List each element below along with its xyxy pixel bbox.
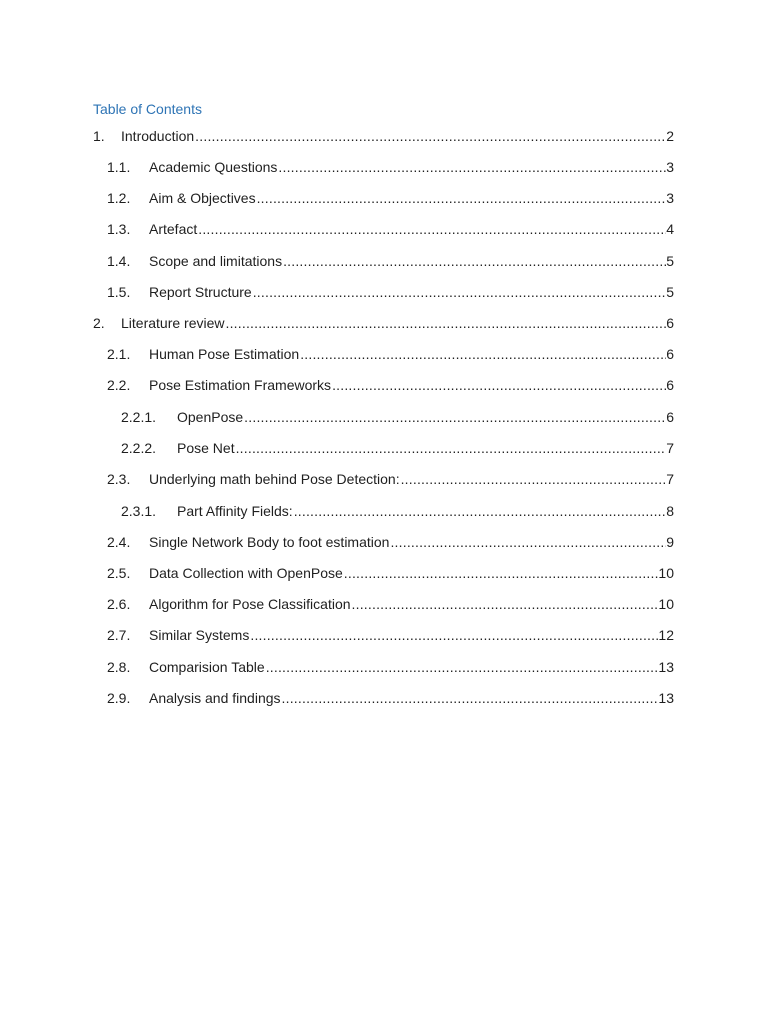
- toc-entry-label: Pose Net: [177, 440, 235, 456]
- toc-entry-label: OpenPose: [177, 409, 244, 425]
- toc-entry-number: 2.5.: [107, 565, 131, 581]
- toc-entry-number: 1.: [93, 128, 105, 144]
- toc-entry[interactable]: [121, 502, 674, 520]
- toc-entry-page: 6: [666, 377, 674, 393]
- toc-entry-number: 2.7.: [107, 627, 131, 643]
- toc-entry-label: Data Collection with OpenPose: [149, 565, 343, 581]
- toc-entry-number: 1.3.: [107, 221, 131, 237]
- toc-entry-label: Pose Estimation Frameworks: [149, 377, 332, 393]
- toc-entry-page: 5: [666, 284, 674, 300]
- toc-entry[interactable]: [107, 595, 674, 613]
- toc-entry[interactable]: [107, 689, 674, 707]
- toc-entry-page: 6: [666, 346, 674, 362]
- toc-leader-dots: [244, 408, 666, 426]
- toc-entry[interactable]: [107, 283, 674, 301]
- toc-entry[interactable]: [107, 533, 674, 551]
- toc-entry[interactable]: [107, 189, 674, 207]
- toc-entry-label: Scope and limitations: [149, 253, 283, 269]
- toc-entry-number: 1.2.: [107, 190, 131, 206]
- toc-entry-label: Introduction: [121, 128, 195, 144]
- toc-entry-number: 2.: [93, 315, 105, 331]
- toc-entry-label: Part Affinity Fields:: [177, 503, 293, 519]
- toc-entry-page: 12: [658, 627, 674, 643]
- toc-entry-label: Similar Systems: [149, 627, 250, 643]
- toc-entry-label: Algorithm for Pose Classification: [149, 596, 351, 612]
- toc-leader-dots: [352, 595, 659, 613]
- toc-entry-number: 2.4.: [107, 534, 131, 550]
- toc-entry-number: 2.3.1.: [121, 503, 157, 519]
- toc-leader-dots: [266, 658, 659, 676]
- toc-entry-label: Comparision Table: [149, 659, 265, 675]
- toc-entry[interactable]: [107, 345, 674, 363]
- toc-leader-dots: [253, 283, 666, 301]
- toc-entry-label: Aim & Objectives: [149, 190, 256, 206]
- toc-leader-dots: [257, 189, 667, 207]
- toc-entry-page: 13: [658, 690, 674, 706]
- toc-entry-page: 7: [666, 471, 674, 487]
- toc-entry[interactable]: [93, 314, 674, 332]
- toc-leader-dots: [344, 564, 659, 582]
- toc-entry-number: 2.2.1.: [121, 409, 157, 425]
- toc-entry[interactable]: [107, 252, 674, 270]
- toc-entry-number: 2.2.2.: [121, 440, 157, 456]
- toc-leader-dots: [195, 127, 666, 145]
- toc-entry-number: 2.1.: [107, 346, 131, 362]
- toc-leader-dots: [283, 252, 666, 270]
- toc-leader-dots: [198, 220, 666, 238]
- toc-entry-label: Underlying math behind Pose Detection:: [149, 471, 400, 487]
- toc-entry-number: 1.4.: [107, 253, 131, 269]
- toc-entry[interactable]: [107, 376, 674, 394]
- toc-leader-dots: [390, 533, 666, 551]
- toc-entry[interactable]: [107, 470, 674, 488]
- toc-entry[interactable]: [107, 564, 674, 582]
- toc-entry-page: 3: [666, 159, 674, 175]
- toc-entry[interactable]: [107, 220, 674, 238]
- toc-entry[interactable]: [121, 408, 674, 426]
- toc-leader-dots: [294, 502, 667, 520]
- toc-entry-number: 2.6.: [107, 596, 131, 612]
- toc-entry[interactable]: [107, 658, 674, 676]
- toc-entry-page: 6: [666, 409, 674, 425]
- toc-leader-dots: [226, 314, 667, 332]
- toc-entry-label: Analysis and findings: [149, 690, 281, 706]
- toc-entry-number: 2.8.: [107, 659, 131, 675]
- toc-entry-page: 6: [666, 315, 674, 331]
- toc-entry-label: Report Structure: [149, 284, 252, 300]
- toc-leader-dots: [278, 158, 666, 176]
- toc-entry[interactable]: [107, 626, 674, 644]
- toc-entry-page: 8: [666, 503, 674, 519]
- toc-entry[interactable]: [107, 158, 674, 176]
- toc-entry-label: Human Pose Estimation: [149, 346, 300, 362]
- toc-entry-page: 10: [658, 565, 674, 581]
- toc-entry-number: 2.3.: [107, 471, 131, 487]
- toc-entry-page: 4: [666, 221, 674, 237]
- toc-entry-page: 2: [666, 128, 674, 144]
- toc-entry-label: Academic Questions: [149, 159, 278, 175]
- toc-entry-page: 13: [658, 659, 674, 675]
- toc-heading: Table of Contents: [93, 101, 202, 117]
- toc-entry-page: 10: [658, 596, 674, 612]
- toc-entry-page: 7: [666, 440, 674, 456]
- toc-leader-dots: [401, 470, 667, 488]
- toc-entry-number: 2.2.: [107, 377, 131, 393]
- toc-leader-dots: [282, 689, 659, 707]
- toc-entry-page: 3: [666, 190, 674, 206]
- toc-entry-page: 9: [666, 534, 674, 550]
- toc-entry[interactable]: [121, 439, 674, 457]
- toc-entry-label: Artefact: [149, 221, 198, 237]
- toc-leader-dots: [332, 376, 666, 394]
- toc-entry-number: 2.9.: [107, 690, 131, 706]
- toc-leader-dots: [250, 626, 658, 644]
- toc-leader-dots: [236, 439, 667, 457]
- toc-entry-label: Single Network Body to foot estimation: [149, 534, 390, 550]
- toc-entry-label: Literature review: [121, 315, 225, 331]
- toc-entry-page: 5: [666, 253, 674, 269]
- toc-entry-number: 1.5.: [107, 284, 131, 300]
- toc-leader-dots: [300, 345, 666, 363]
- toc-entry[interactable]: [93, 127, 674, 145]
- toc-entry-number: 1.1.: [107, 159, 131, 175]
